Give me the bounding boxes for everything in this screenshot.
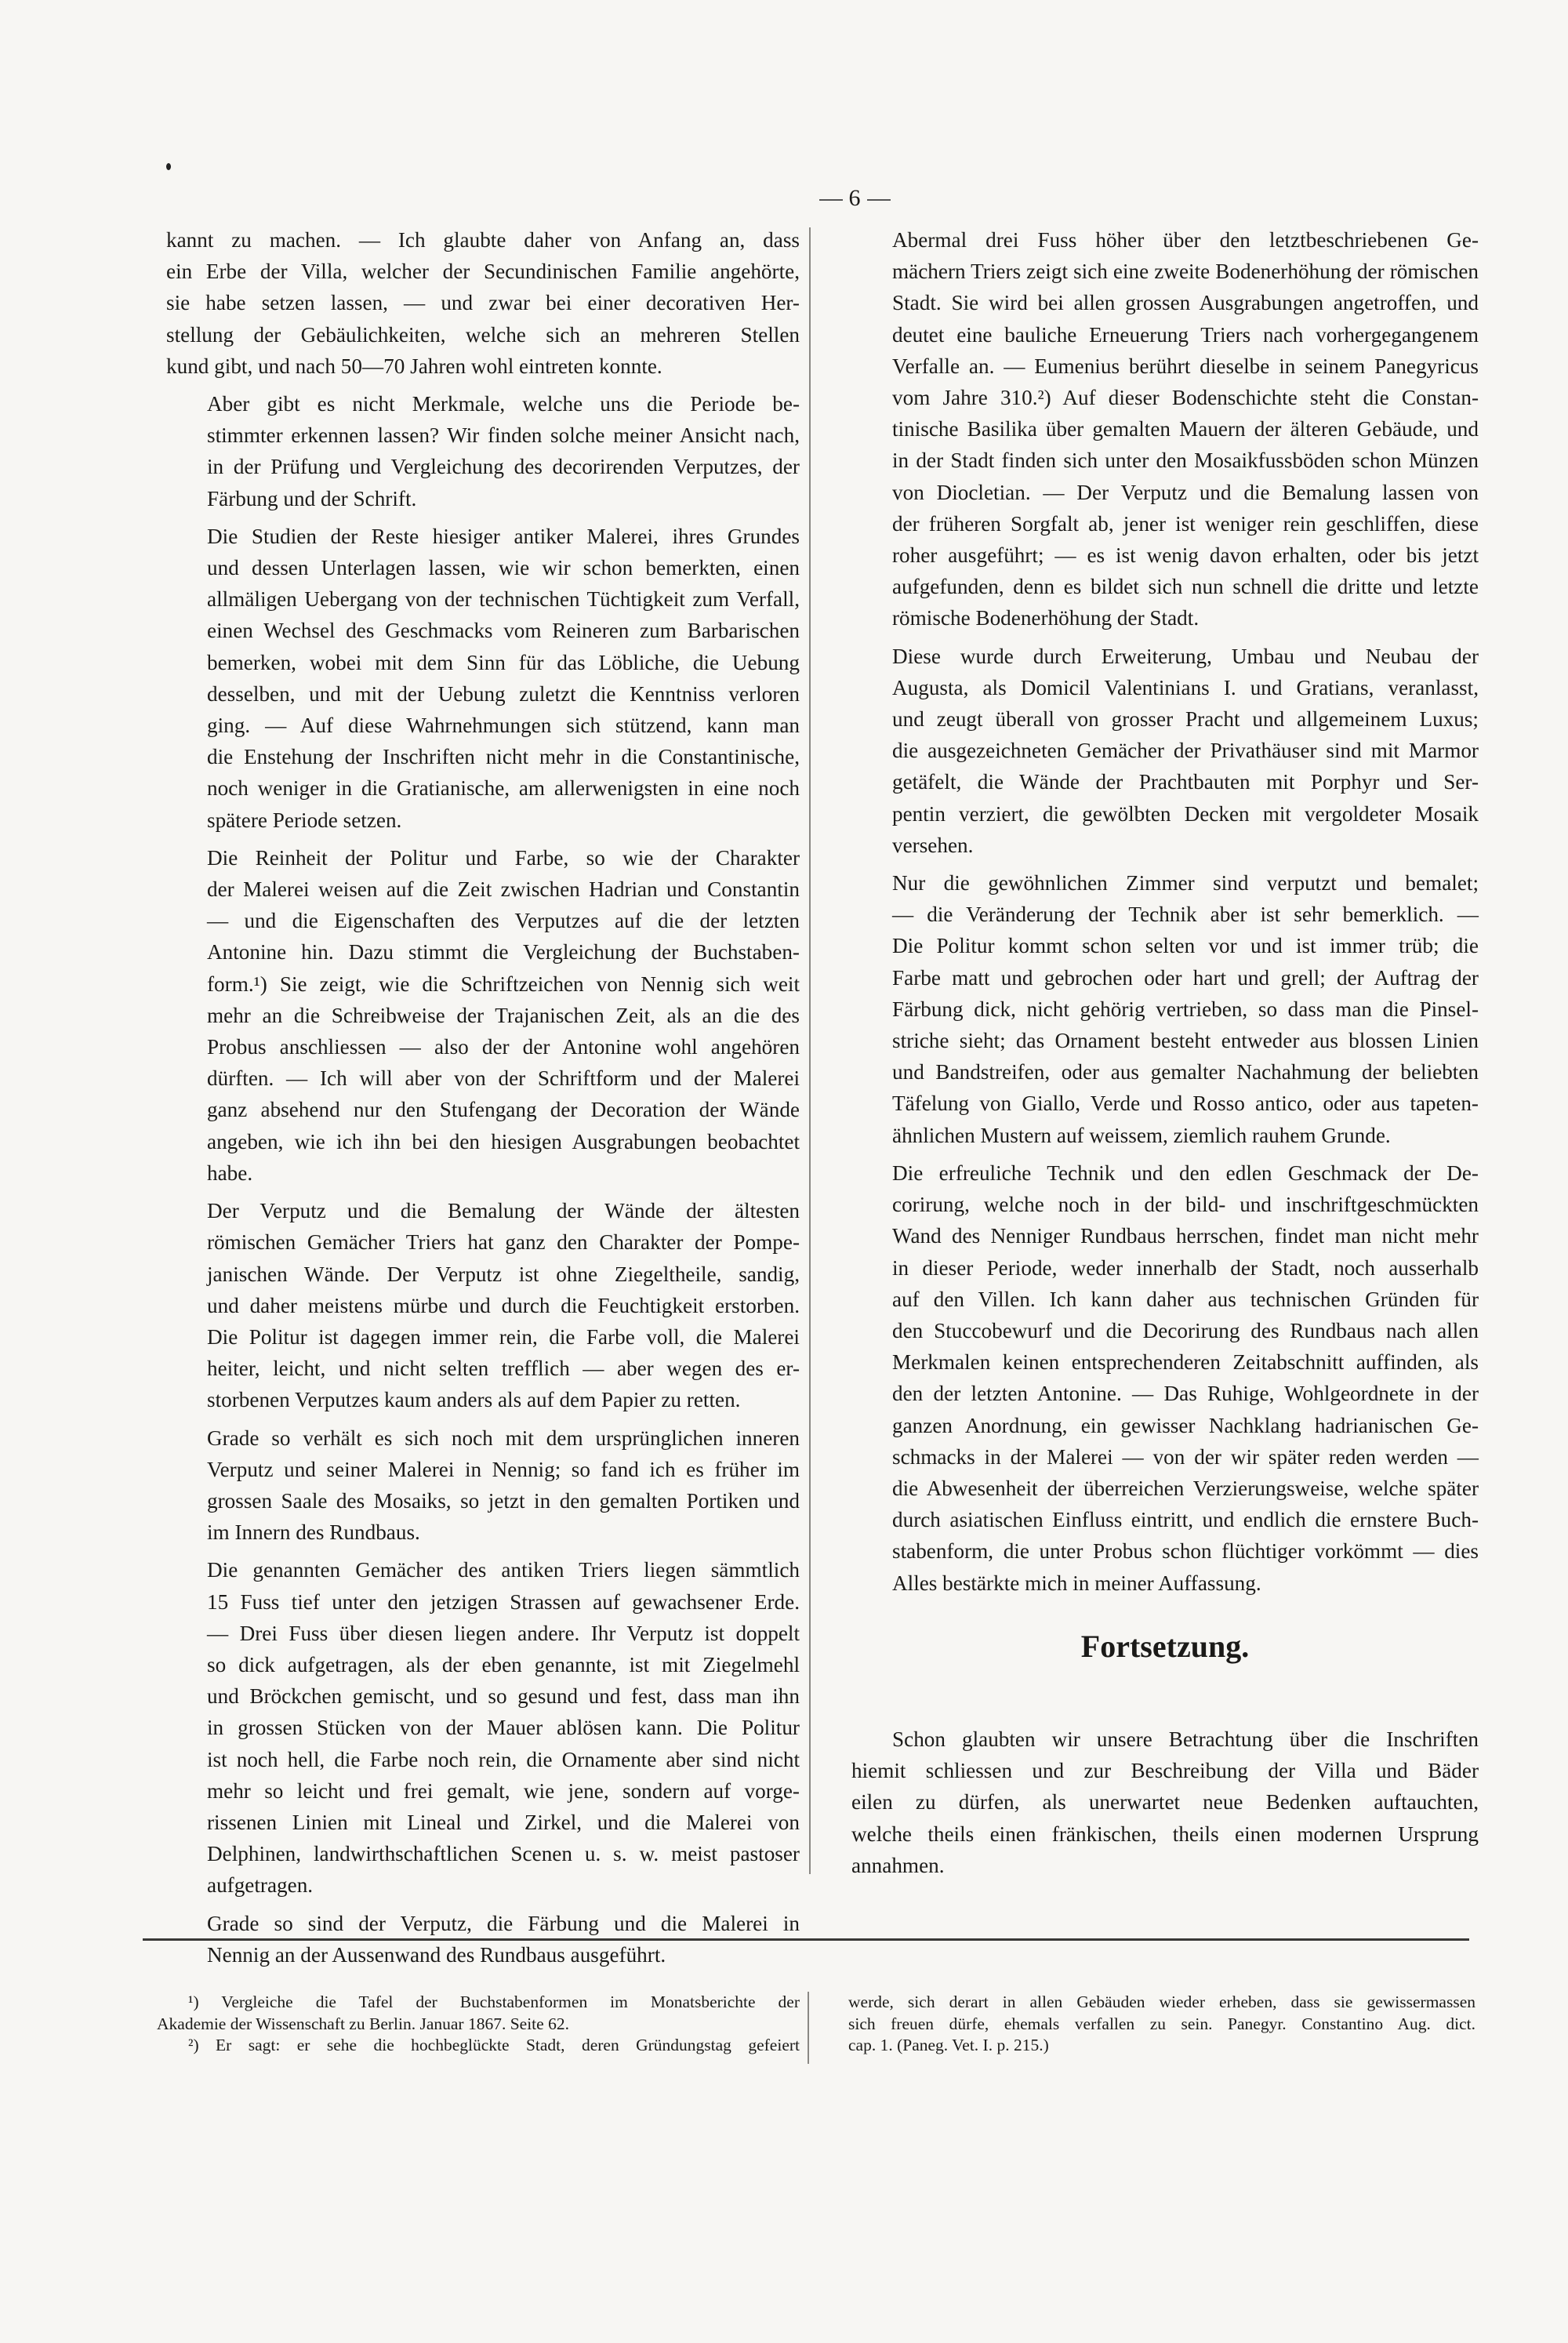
footnote-divider	[808, 1992, 809, 2064]
paragraph	[166, 521, 800, 836]
text-line: striche sieht; das Ornament besteht entweder aus blossen Linien	[892, 1029, 1479, 1053]
text-line: 15 Fuss tief unter den jetzigen Strassen auf gewachsener Erde.	[207, 1589, 800, 1614]
text-line: janischen Wände. Der Verputz ist ohne Ziegeltheile, sandig,	[207, 1262, 800, 1286]
text-line: ging. — Auf diese Wahrnehmungen sich stützend, kann man	[207, 714, 800, 738]
text-line: — und die Eigenschaften des Verputzes auf die der letzten	[207, 909, 800, 933]
text-line: Die Studien der Reste hiesiger antiker Malerei, ihres Grundes	[207, 524, 800, 548]
text-line: Grade so sind der Verputz, die Färbung und die Malerei in	[207, 1911, 800, 1935]
section-heading: Fortsetzung.	[1080, 1629, 1250, 1664]
text-line: und dessen Unterlagen lassen, wie wir schon bemerkten, einen	[207, 556, 800, 580]
text-line: cap. 1. (Paneg. Vet. I. p. 215.)	[848, 2036, 1049, 2054]
text-line: pentin verziert, die gewölbten Decken mit vergoldeter Mosaik	[892, 801, 1479, 826]
text-line: tinische Basilika über gemalten Mauern der älteren Gebäude, und	[892, 417, 1479, 441]
text-line: mehr so leicht und frei gemalt, wie jene, sondern auf vorge-	[207, 1778, 800, 1803]
text-line: kannt zu machen. — Ich glaubte daher von Anfang an, dass	[166, 228, 800, 252]
footnotes-right	[848, 1992, 1475, 2057]
right-column	[851, 224, 1479, 1605]
text-line: grossen Saale des Mosaiks, so jetzt in den gemalten Portiken und	[207, 1488, 800, 1513]
text-line: Die Reinheit der Politur und Farbe, so wie der Charakter	[207, 845, 800, 870]
text-line: versehen.	[892, 833, 974, 857]
left-column	[166, 224, 800, 1977]
text-line: sie habe setzen lassen, — und zwar bei einer decorativen Her-	[166, 291, 800, 315]
text-line: und Bröckchen gemischt, und so gesund und fest, dass man ihn	[207, 1684, 800, 1709]
text-line: so dick aufgetragen, als der eben genannte, ist mit Ziegelmehl	[207, 1652, 800, 1676]
text-line: Diese wurde durch Erweiterung, Umbau und Neubau der	[892, 644, 1479, 668]
text-line: noch weniger in die Gratianische, am allerwenigsten in eine noch	[207, 776, 800, 801]
text-line: werde, sich derart in allen Gebäuden wieder erheben, dass sie gewissermassen	[848, 1992, 1475, 2011]
text-line: auf den Villen. Ich kann daher aus technischen Gründen für	[892, 1287, 1479, 1311]
text-line: Augusta, als Domicil Valentinians I. und Gratians, veranlasst,	[892, 675, 1479, 699]
print-speck	[166, 163, 171, 170]
text-line: desselben, und mit der Uebung zuletzt die Kenntniss verloren	[207, 681, 800, 706]
paragraph	[166, 388, 800, 514]
text-line: Verfalle an. — Eumenius berührt dieselbe in seinem Panegyricus	[892, 354, 1479, 378]
text-line: und zeugt überall von grosser Pracht und allgemeinem Luxus;	[892, 707, 1479, 732]
text-line: in der Stadt finden sich unter den Mosaikfussböden schon Münzen	[892, 449, 1479, 473]
text-line: die Enstehung der Inschriften nicht mehr in die Constantinische,	[207, 745, 800, 769]
text-line: — Drei Fuss über diesen liegen andere. Ihr Verputz ist doppelt	[207, 1621, 800, 1645]
text-line: spätere Periode setzen.	[207, 808, 402, 832]
paragraph	[851, 224, 1479, 634]
text-line: ist noch hell, die Farbe noch rein, die Ornamente aber sind nicht	[207, 1747, 800, 1771]
text-line: deutet eine bauliche Erneuerung Triers nach vorhergegangenem	[892, 322, 1479, 347]
page-number-dash-right	[867, 199, 891, 201]
text-line: ähnlichen Mustern auf weissem, ziemlich rauhem Grunde.	[892, 1123, 1391, 1147]
page-number-value: 6	[848, 185, 861, 211]
text-line: die ausgezeichneten Gemächer der Privathäuser sind mit Marmor	[892, 739, 1479, 763]
text-line: ganz absehend nur den Stufengang der Decoration der Wände	[207, 1098, 800, 1122]
text-line: Färbung dick, nicht gehörig vertrieben, so dass man die Pinsel-	[892, 997, 1479, 1021]
text-line: sich freuen dürfe, ehemals verfallen zu sein. Panegyr. Constantino Aug. dict.	[848, 2014, 1475, 2033]
paragraph	[851, 1157, 1479, 1599]
text-line: Merkmalen keinen entsprechenderen Zeitabschnitt auffinden, als	[892, 1350, 1479, 1375]
text-line: Verputz und seiner Malerei in Nennig; so fand ich es früher im	[207, 1457, 800, 1481]
text-line: Schon glaubten wir unsere Betrachtung über die Inschriften	[892, 1727, 1479, 1751]
text-line: — die Veränderung der Technik aber ist sehr bemerklich. —	[892, 903, 1479, 927]
text-line: dürften. — Ich will aber von der Schriftform und der Malerei	[207, 1066, 800, 1091]
text-line: in der Prüfung und Vergleichung des decorirenden Verputzes, der	[207, 455, 800, 479]
paragraph	[166, 224, 800, 382]
text-line: in grossen Stücken von der Mauer ablösen kann. Die Politur	[207, 1716, 800, 1740]
paragraph	[166, 1422, 800, 1549]
text-line: bemerken, wobei mit dem Sinn für das Löbliche, die Uebung	[207, 650, 800, 674]
text-line: Der Verputz und die Bemalung der Wände der ältesten	[207, 1199, 800, 1223]
text-line: einen Wechsel des Geschmacks vom Reineren zum Barbarischen	[207, 619, 800, 643]
text-line: den der letzten Antonine. — Das Ruhige, Wohlgeordnete in der	[892, 1382, 1479, 1406]
text-line: Probus anschliessen — also der der Antonine wohl angehören	[207, 1035, 800, 1059]
paragraph	[166, 842, 800, 1189]
text-line: der Malerei weisen auf die Zeit zwischen Hadrian und Constantin	[207, 877, 800, 902]
text-line: Abermal drei Fuss höher über den letztbeschriebenen Ge-	[892, 228, 1479, 252]
text-line: kund gibt, und nach 50—70 Jahren wohl eintreten konnte.	[166, 354, 662, 378]
paragraph	[166, 1195, 800, 1415]
text-line: getäfelt, die Wände der Prachtbauten mit Porphyr und Ser-	[892, 770, 1479, 794]
page-number-dash-left	[819, 199, 843, 201]
text-line: angeben, wie ich ihn bei den hiesigen Ausgrabungen beobachtet	[207, 1129, 800, 1153]
text-line: Die erfreuliche Technik und den edlen Geschmack der De-	[892, 1161, 1479, 1185]
text-line: allmäligen Uebergang von der technischen Tüchtigkeit zum Verfall,	[207, 587, 800, 612]
text-line: von Diocletian. — Der Verputz und die Bemalung lassen von	[892, 480, 1479, 504]
text-line: Aber gibt es nicht Merkmale, welche uns die Periode be-	[207, 392, 800, 416]
text-line: Die genannten Gemächer des antiken Triers liegen sämmtlich	[207, 1558, 800, 1582]
text-line: Die Politur ist dagegen immer rein, die Farbe voll, die Malerei	[207, 1324, 800, 1349]
text-line: römischen Gemächer Triers hat ganz den Charakter der Pompe-	[207, 1230, 800, 1255]
text-line: stabenform, die unter Probus schon flüchtiger vorkömmt — dies	[892, 1539, 1479, 1564]
text-line: der früheren Sorgfalt ab, jener ist weniger rein geschliffen, diese	[892, 511, 1479, 536]
text-line: Stadt. Sie wird bei allen grossen Ausgrabungen angetroffen, und	[892, 291, 1479, 315]
text-line: Antonine hin. Dazu stimmt die Vergleichung der Buchstaben-	[207, 940, 800, 964]
text-line: und daher meistens mürbe und durch die Feuchtigkeit erstorben.	[207, 1293, 800, 1317]
text-line: römische Bodenerhöhung der Stadt.	[892, 606, 1200, 630]
text-line: schmacks in der Malerei — von der wir später reden werden —	[892, 1444, 1479, 1469]
text-line: stellung der Gebäulichkeiten, welche sich an mehreren Stellen	[166, 322, 800, 347]
text-line: Die Politur kommt schon selten vor und ist immer trüb; die	[892, 934, 1479, 958]
page-number	[784, 185, 925, 212]
footnotes-left	[157, 1992, 800, 2057]
text-line: in dieser Periode, weder innerhalb der Stadt, noch ausserhalb	[892, 1255, 1479, 1280]
text-line: welche theils einen fränkischen, theils einen modernen Ursprung	[851, 1822, 1479, 1846]
text-line: aufgefunden, denn es bildet sich nun schnell die dritte und letzte	[892, 575, 1479, 599]
text-line: habe.	[207, 1161, 253, 1185]
text-line: hiemit schliessen und zur Beschreibung der Villa und Bäder	[851, 1759, 1479, 1783]
paragraph	[851, 867, 1479, 1151]
paragraph	[851, 641, 1479, 861]
section-paragraph	[851, 1724, 1479, 1881]
text-line: eilen zu dürfen, als unerwartet neue Bedenken auftauchten,	[851, 1790, 1479, 1814]
column-divider	[809, 227, 811, 1874]
text-line: mächern Triers zeigt sich eine zweite Bodenerhöhung der römischen	[892, 260, 1479, 284]
text-line: form.¹) Sie zeigt, wie die Schriftzeichen von Nennig sich weit	[207, 972, 800, 996]
text-line: ²) Er sagt: er sehe die hochbeglückte Stadt, deren Gründungstag gefeiert	[188, 2036, 800, 2054]
text-line: vom Jahre 310.²) Auf dieser Bodenschichte steht die Constan-	[892, 386, 1479, 410]
text-line: rissenen Linien mit Lineal und Zirkel, und die Malerei von	[207, 1810, 800, 1834]
text-line: Alles bestärkte mich in meiner Auffassung.	[892, 1571, 1261, 1595]
text-line: ganzen Anordnung, ein gewisser Nachklang hadrianischen Ge-	[892, 1413, 1479, 1437]
text-line: Wand des Nenniger Rundbaus herrschen, findet man nicht mehr	[892, 1224, 1479, 1248]
text-line: ein Erbe der Villa, welcher der Secundinischen Familie angehörte,	[166, 260, 800, 284]
text-line: annahmen.	[851, 1853, 945, 1877]
text-line: stimmter erkennen lassen? Wir finden solche meiner Ansicht nach,	[207, 423, 800, 448]
text-line: aufgetragen.	[207, 1873, 314, 1898]
footnote-rule	[143, 1938, 1469, 1941]
text-line: ¹) Vergleiche die Tafel der Buchstabenformen im Monatsberichte der	[188, 1992, 800, 2011]
text-line: storbenen Verputzes kaum anders als auf dem Papier zu retten.	[207, 1388, 741, 1412]
text-line: den Stuccobewurf und die Decorirung des Rundbaus nach allen	[892, 1318, 1479, 1342]
text-line: Delphinen, landwirthschaftlichen Scenen u. s. w. meist pastoser	[207, 1842, 800, 1866]
text-line: Nur die gewöhnlichen Zimmer sind verputzt und bemalet;	[892, 871, 1479, 895]
text-line: die Abwesenheit der überreichen Verzierungsweise, welche später	[892, 1476, 1479, 1500]
text-line: roher ausgeführt; — es ist wenig davon erhalten, oder bis jetzt	[892, 543, 1479, 568]
text-line: im Innern des Rundbaus.	[207, 1520, 420, 1545]
text-line: Grade so verhält es sich noch mit dem ursprünglichen inneren	[207, 1426, 800, 1450]
text-line: Färbung und der Schrift.	[207, 486, 417, 510]
text-line: heiter, leicht, und nicht selten trefflich — aber wegen des er-	[207, 1357, 800, 1381]
text-line: und Bandstreifen, oder aus gemalter Nachahmung der beliebten	[892, 1060, 1479, 1084]
text-line: Farbe matt und gebrochen oder hart und grell; der Auftrag der	[892, 965, 1479, 990]
text-line: corirung, welche noch in der bild- und inschriftgeschmückten	[892, 1193, 1479, 1217]
text-line: durch asiatischen Einfluss eintritt, und endlich die ernstere Buch-	[892, 1508, 1479, 1532]
text-line: Täfelung von Giallo, Verde und Rosso antico, oder aus tapeten-	[892, 1092, 1479, 1116]
paragraph	[166, 1554, 800, 1901]
text-line: Nennig an der Aussenwand des Rundbaus ausgeführt.	[207, 1942, 666, 1967]
text-line: mehr an die Schreibweise der Trajanischen Zeit, als an die des	[207, 1003, 800, 1027]
text-line: Akademie der Wissenschaft zu Berlin. Januar 1867. Seite 62.	[157, 2014, 569, 2033]
